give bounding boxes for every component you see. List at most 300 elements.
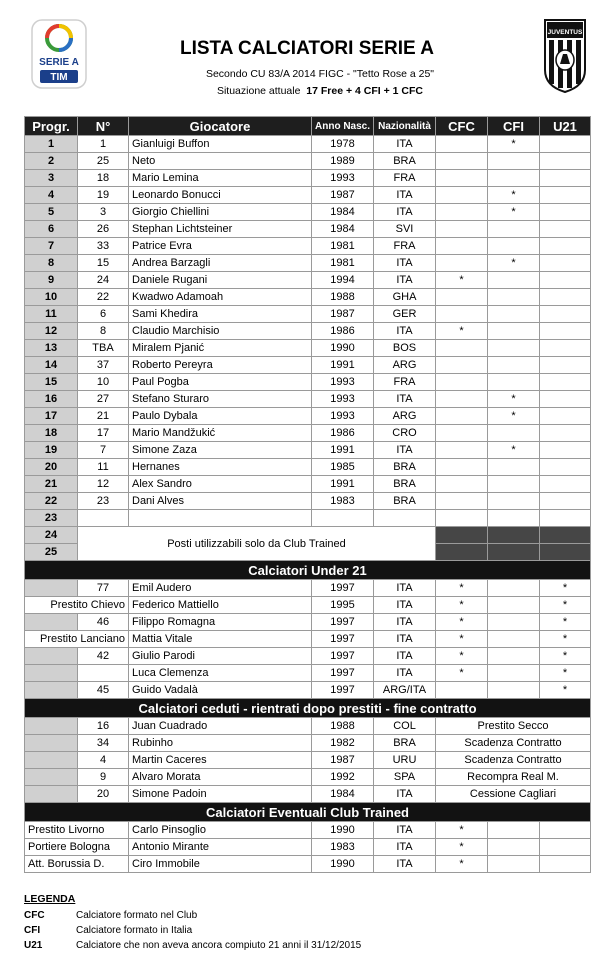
u21-cell — [540, 493, 591, 510]
cfi-cell — [488, 665, 540, 682]
cfi-cell — [488, 221, 540, 238]
u21-cell — [540, 289, 591, 306]
year-cell: 1991 — [312, 442, 374, 459]
nationality-cell: GER — [374, 306, 436, 323]
progr-cell: 1 — [25, 136, 78, 153]
cfi-cell — [488, 374, 540, 391]
nationality-cell: COL — [374, 718, 436, 735]
u21-cell — [540, 255, 591, 272]
number-cell: 22 — [78, 289, 129, 306]
serie-a-logo-text: SERIE A — [39, 57, 79, 68]
year-cell: 1997 — [312, 631, 374, 648]
cfi-cell: * — [488, 204, 540, 221]
cfc-cell — [436, 255, 488, 272]
reserved-cfi-cell — [488, 544, 540, 561]
nationality-cell: ITA — [374, 665, 436, 682]
nationality-cell: ITA — [374, 648, 436, 665]
nationality-cell: CRO — [374, 425, 436, 442]
year-cell: 1984 — [312, 786, 374, 803]
cfi-cell — [488, 357, 540, 374]
table-row — [25, 459, 591, 476]
year-cell: 1990 — [312, 822, 374, 839]
cfc-cell — [436, 153, 488, 170]
progr-cell: 19 — [25, 442, 78, 459]
cfc-cell: * — [436, 665, 488, 682]
player-name-cell: Carlo Pinsoglio — [129, 822, 312, 839]
cfc-cell — [436, 682, 488, 699]
note-cell — [25, 648, 78, 665]
u21-cell — [540, 272, 591, 289]
number-cell: 10 — [78, 374, 129, 391]
year-cell: 1993 — [312, 170, 374, 187]
note-cell: Prestito Lanciano — [25, 631, 129, 648]
progr-cell: 20 — [25, 459, 78, 476]
cfc-cell — [436, 357, 488, 374]
cfc-cell — [436, 221, 488, 238]
player-name-cell: Dani Alves — [129, 493, 312, 510]
u21-cell — [540, 839, 591, 856]
u21-cell — [540, 340, 591, 357]
u21-cell: * — [540, 648, 591, 665]
note-cell — [25, 614, 78, 631]
cfc-cell — [436, 204, 488, 221]
legend-text: Calciatore che non aveva ancora compiuto 21 anni il 31/12/2015 — [76, 940, 362, 951]
progr-cell: 11 — [25, 306, 78, 323]
cfi-cell — [488, 340, 540, 357]
year-cell: 1994 — [312, 272, 374, 289]
player-name-cell: Stefano Sturaro — [129, 391, 312, 408]
nationality-cell: ITA — [374, 786, 436, 803]
cfc-cell: * — [436, 839, 488, 856]
cfc-cell: * — [436, 822, 488, 839]
year-cell: 1992 — [312, 769, 374, 786]
table-row — [25, 493, 591, 510]
player-name-cell: Luca Clemenza — [129, 665, 312, 682]
cfi-cell — [488, 289, 540, 306]
cfi-cell — [488, 306, 540, 323]
progr-cell: 15 — [25, 374, 78, 391]
table-row — [25, 408, 591, 425]
status-cell: Scadenza Contratto — [436, 752, 591, 769]
number-cell: 19 — [78, 187, 129, 204]
subtitle-status — [0, 85, 614, 97]
player-name-cell: Claudio Marchisio — [129, 323, 312, 340]
empty-cell — [129, 510, 312, 527]
u21-cell — [540, 425, 591, 442]
legend-text: Calciatore formato in Italia — [76, 925, 193, 936]
table-row — [25, 476, 591, 493]
nationality-cell: BRA — [374, 459, 436, 476]
year-cell: 1987 — [312, 752, 374, 769]
table-row — [25, 786, 591, 803]
progr-cell: 12 — [25, 323, 78, 340]
table-row — [25, 340, 591, 357]
cfi-cell — [488, 597, 540, 614]
col-cfc: CFC — [436, 117, 488, 136]
empty-row — [25, 510, 591, 527]
nationality-cell: BRA — [374, 493, 436, 510]
u21-cell — [540, 153, 591, 170]
col-cfi: CFI — [488, 117, 540, 136]
progr-cell: 18 — [25, 425, 78, 442]
cfc-cell: * — [436, 580, 488, 597]
cfi-cell: * — [488, 442, 540, 459]
nationality-cell: URU — [374, 752, 436, 769]
section-row — [25, 803, 591, 822]
u21-cell: * — [540, 580, 591, 597]
juventus-logo-text: JUVENTUS — [547, 29, 583, 36]
table-row — [25, 442, 591, 459]
player-name-cell: Martin Caceres — [129, 752, 312, 769]
cfc-cell: * — [436, 648, 488, 665]
player-name-cell: Giulio Parodi — [129, 648, 312, 665]
u21-cell — [540, 822, 591, 839]
number-cell: TBA — [78, 340, 129, 357]
table-row — [25, 204, 591, 221]
empty-cell — [78, 510, 129, 527]
cfi-cell: * — [488, 391, 540, 408]
number-cell: 3 — [78, 204, 129, 221]
cfi-cell: * — [488, 136, 540, 153]
u21-cell — [540, 204, 591, 221]
number-cell: 4 — [78, 752, 129, 769]
legend-row — [24, 908, 584, 923]
cfc-cell: * — [436, 272, 488, 289]
year-cell: 1987 — [312, 306, 374, 323]
u21-cell — [540, 856, 591, 873]
year-cell: 1993 — [312, 391, 374, 408]
blank-cell — [25, 752, 78, 769]
cfc-cell: * — [436, 323, 488, 340]
table-row — [25, 238, 591, 255]
year-cell: 1993 — [312, 408, 374, 425]
u21-cell: * — [540, 682, 591, 699]
col-player: Giocatore — [129, 117, 312, 136]
col-number: N° — [78, 117, 129, 136]
number-cell: 23 — [78, 493, 129, 510]
juventus-logo — [541, 14, 589, 94]
player-name-cell: Roberto Pereyra — [129, 357, 312, 374]
player-name-cell: Antonio Mirante — [129, 839, 312, 856]
cfi-cell — [488, 238, 540, 255]
number-cell: 26 — [78, 221, 129, 238]
cfc-cell — [436, 374, 488, 391]
year-cell: 1987 — [312, 187, 374, 204]
empty-cell — [436, 510, 488, 527]
player-name-cell: Federico Mattiello — [129, 597, 312, 614]
cfi-cell: * — [488, 187, 540, 204]
table-row — [25, 752, 591, 769]
cfi-cell — [488, 580, 540, 597]
cfc-cell — [436, 425, 488, 442]
table-header-row — [25, 117, 591, 136]
year-cell: 1981 — [312, 238, 374, 255]
nationality-cell: ITA — [374, 136, 436, 153]
u21-cell — [540, 391, 591, 408]
squad-table — [24, 116, 591, 873]
legend-text: Calciatore formato nel Club — [76, 910, 198, 921]
player-name-cell: Neto — [129, 153, 312, 170]
cfi-cell — [488, 614, 540, 631]
nationality-cell: FRA — [374, 374, 436, 391]
note-cell — [25, 665, 78, 682]
progr-cell: 14 — [25, 357, 78, 374]
nationality-cell: BRA — [374, 476, 436, 493]
year-cell: 1997 — [312, 682, 374, 699]
nationality-cell: ITA — [374, 856, 436, 873]
table-row — [25, 357, 591, 374]
player-name-cell: Alex Sandro — [129, 476, 312, 493]
number-cell: 8 — [78, 323, 129, 340]
u21-cell — [540, 459, 591, 476]
table-row — [25, 391, 591, 408]
u21-cell: * — [540, 665, 591, 682]
section-row — [25, 561, 591, 580]
table-row — [25, 289, 591, 306]
table-row — [25, 136, 591, 153]
page-title: LISTA CALCIATORI SERIE A — [179, 38, 435, 59]
cfi-cell — [488, 822, 540, 839]
number-cell: 21 — [78, 408, 129, 425]
number-cell: 25 — [78, 153, 129, 170]
cfc-cell — [436, 408, 488, 425]
player-name-cell: Mario Lemina — [129, 170, 312, 187]
nationality-cell: ARG — [374, 357, 436, 374]
number-cell: 37 — [78, 357, 129, 374]
empty-cell — [374, 510, 436, 527]
legend — [24, 893, 584, 953]
u21-cell — [540, 306, 591, 323]
subtitle-regulation: Secondo CU 83/A 2014 FIGC - "Tetto Rose a 25" — [205, 68, 435, 80]
progr-cell: 24 — [25, 527, 78, 544]
nationality-cell: ITA — [374, 323, 436, 340]
player-name-cell: Leonardo Bonucci — [129, 187, 312, 204]
legend-key: CFC — [24, 910, 45, 921]
cfc-cell — [436, 340, 488, 357]
year-cell: 1984 — [312, 221, 374, 238]
nationality-cell: ITA — [374, 614, 436, 631]
year-cell: 1995 — [312, 597, 374, 614]
table-row — [25, 170, 591, 187]
year-cell: 1986 — [312, 323, 374, 340]
table-row — [25, 374, 591, 391]
player-name-cell: Paul Pogba — [129, 374, 312, 391]
subtitle-status-prefix: Situazione attuale — [216, 85, 301, 97]
player-name-cell: Mattia Vitale — [129, 631, 312, 648]
progr-cell: 13 — [25, 340, 78, 357]
status-cell: Cessione Cagliari — [436, 786, 591, 803]
year-cell: 1990 — [312, 856, 374, 873]
table-row — [25, 648, 591, 665]
table-row — [25, 856, 591, 873]
player-name-cell: Ciro Immobile — [129, 856, 312, 873]
player-name-cell: Sami Khedira — [129, 306, 312, 323]
legend-key: CFI — [24, 925, 41, 936]
number-cell: 9 — [78, 769, 129, 786]
u21-cell — [540, 323, 591, 340]
table-row — [25, 580, 591, 597]
number-cell — [78, 665, 129, 682]
nationality-cell: SVI — [374, 221, 436, 238]
player-name-cell: Miralem Pjanić — [129, 340, 312, 357]
legend-key: U21 — [24, 940, 43, 951]
year-cell: 1991 — [312, 357, 374, 374]
section-row — [25, 699, 591, 718]
status-cell: Prestito Secco — [436, 718, 591, 735]
year-cell: 1993 — [312, 374, 374, 391]
cfi-cell: * — [488, 408, 540, 425]
legend-row — [24, 938, 584, 953]
player-name-cell: Simone Zaza — [129, 442, 312, 459]
empty-row — [25, 527, 591, 544]
cfi-cell — [488, 856, 540, 873]
nationality-cell: ITA — [374, 597, 436, 614]
cfi-cell — [488, 839, 540, 856]
cfi-cell — [488, 425, 540, 442]
number-cell: 33 — [78, 238, 129, 255]
nationality-cell: BRA — [374, 153, 436, 170]
reserved-cfi-cell — [488, 527, 540, 544]
year-cell: 1988 — [312, 289, 374, 306]
progr-cell: 9 — [25, 272, 78, 289]
u21-cell — [540, 238, 591, 255]
reserved-cfc-cell — [436, 544, 488, 561]
year-cell: 1989 — [312, 153, 374, 170]
cfc-cell — [436, 289, 488, 306]
cfc-cell — [436, 136, 488, 153]
nationality-cell: ITA — [374, 204, 436, 221]
nationality-cell: ITA — [374, 255, 436, 272]
progr-cell: 6 — [25, 221, 78, 238]
number-cell: 15 — [78, 255, 129, 272]
legend-title: LEGENDA — [24, 893, 76, 905]
col-year: Anno Nasc. — [312, 117, 374, 136]
nationality-cell: ARG/ITA — [374, 682, 436, 699]
player-name-cell: Andrea Barzagli — [129, 255, 312, 272]
table-row — [25, 255, 591, 272]
number-cell: 17 — [78, 425, 129, 442]
nationality-cell: ARG — [374, 408, 436, 425]
nationality-cell: ITA — [374, 272, 436, 289]
status-cell: Scadenza Contratto — [436, 735, 591, 752]
table-row — [25, 221, 591, 238]
number-cell: 24 — [78, 272, 129, 289]
player-name-cell: Filippo Romagna — [129, 614, 312, 631]
number-cell: 16 — [78, 718, 129, 735]
player-name-cell: Alvaro Morata — [129, 769, 312, 786]
note-cell: Att. Borussia D. — [25, 856, 129, 873]
year-cell: 1986 — [312, 425, 374, 442]
number-cell: 6 — [78, 306, 129, 323]
u21-cell — [540, 442, 591, 459]
cfi-cell: * — [488, 255, 540, 272]
year-cell: 1990 — [312, 340, 374, 357]
number-cell: 7 — [78, 442, 129, 459]
year-cell: 1997 — [312, 648, 374, 665]
table-row — [25, 631, 591, 648]
year-cell: 1988 — [312, 718, 374, 735]
table-row — [25, 822, 591, 839]
note-cell: Prestito Chievo — [25, 597, 129, 614]
player-name-cell: Gianluigi Buffon — [129, 136, 312, 153]
progr-cell: 22 — [25, 493, 78, 510]
number-cell: 46 — [78, 614, 129, 631]
year-cell: 1983 — [312, 839, 374, 856]
number-cell: 12 — [78, 476, 129, 493]
number-cell: 27 — [78, 391, 129, 408]
year-cell: 1997 — [312, 665, 374, 682]
number-cell: 1 — [78, 136, 129, 153]
table-row — [25, 153, 591, 170]
nationality-cell: SPA — [374, 769, 436, 786]
u21-cell: * — [540, 631, 591, 648]
reserved-u21-cell — [540, 544, 591, 561]
nationality-cell: ITA — [374, 187, 436, 204]
year-cell: 1982 — [312, 735, 374, 752]
progr-cell: 4 — [25, 187, 78, 204]
reserved-cfc-cell — [436, 527, 488, 544]
progr-cell: 23 — [25, 510, 78, 527]
note-cell: Prestito Livorno — [25, 822, 129, 839]
table-row — [25, 735, 591, 752]
table-row — [25, 665, 591, 682]
subtitle-status-count: 17 Free + 4 CFI + 1 CFC — [306, 85, 424, 97]
table-row — [25, 597, 591, 614]
year-cell: 1978 — [312, 136, 374, 153]
reserved-note: Posti utilizzabili solo da Club Trained — [78, 527, 436, 561]
player-name-cell: Guido Vadalà — [129, 682, 312, 699]
year-cell: 1991 — [312, 476, 374, 493]
progr-cell: 25 — [25, 544, 78, 561]
blank-cell — [25, 786, 78, 803]
cfc-cell — [436, 442, 488, 459]
legend-row — [24, 923, 584, 938]
progr-cell: 8 — [25, 255, 78, 272]
nationality-cell: FRA — [374, 238, 436, 255]
cfc-cell: * — [436, 856, 488, 873]
cfi-cell — [488, 476, 540, 493]
player-name-cell: Kwadwo Adamoah — [129, 289, 312, 306]
number-cell: 34 — [78, 735, 129, 752]
nationality-cell: ITA — [374, 631, 436, 648]
player-name-cell: Daniele Rugani — [129, 272, 312, 289]
cfi-cell — [488, 493, 540, 510]
number-cell: 77 — [78, 580, 129, 597]
nationality-cell: BRA — [374, 735, 436, 752]
cfi-cell — [488, 631, 540, 648]
nationality-cell: ITA — [374, 839, 436, 856]
nationality-cell: ITA — [374, 580, 436, 597]
page-header — [0, 0, 614, 115]
empty-cell — [488, 510, 540, 527]
progr-cell: 16 — [25, 391, 78, 408]
progr-cell: 2 — [25, 153, 78, 170]
cfi-cell — [488, 682, 540, 699]
progr-cell: 10 — [25, 289, 78, 306]
player-name-cell: Hernanes — [129, 459, 312, 476]
year-cell: 1981 — [312, 255, 374, 272]
cfc-cell — [436, 306, 488, 323]
progr-cell: 7 — [25, 238, 78, 255]
blank-cell — [25, 769, 78, 786]
section-title-club-trained: Calciatori Eventuali Club Trained — [25, 803, 591, 822]
tim-logo-text: TIM — [50, 72, 68, 83]
section-title-under21: Calciatori Under 21 — [25, 561, 591, 580]
table-row — [25, 718, 591, 735]
number-cell: 18 — [78, 170, 129, 187]
players-body — [25, 136, 591, 873]
cfi-cell — [488, 648, 540, 665]
